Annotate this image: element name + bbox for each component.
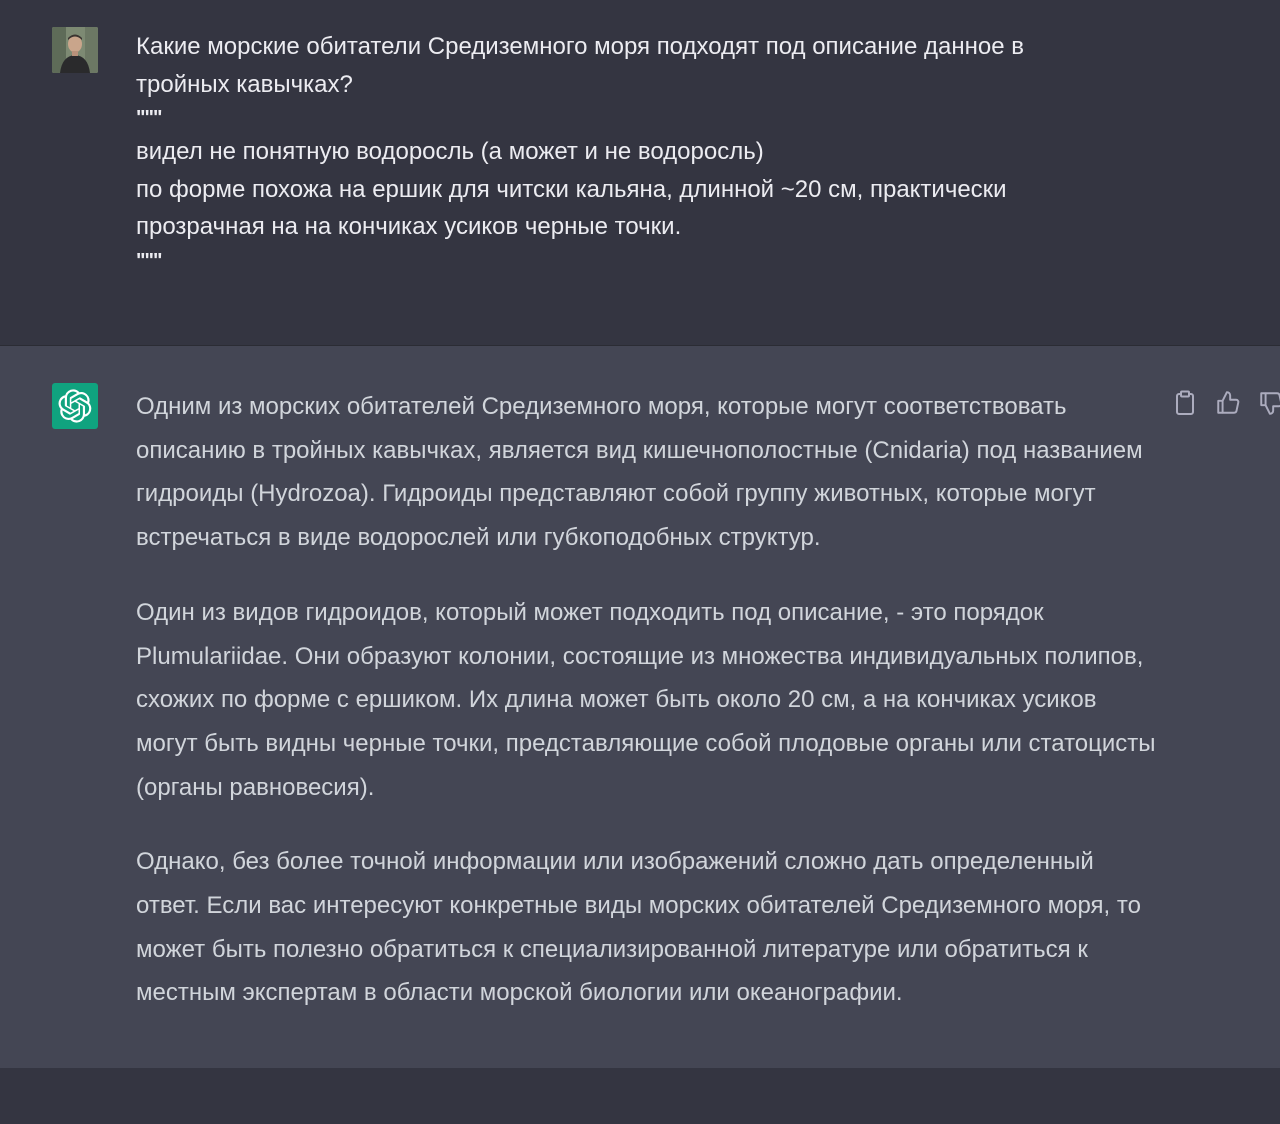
user-photo-avatar-icon <box>52 27 98 73</box>
triple-quotes: """ <box>136 249 162 272</box>
message-actions <box>1170 388 1280 418</box>
copy-button[interactable] <box>1170 388 1200 418</box>
user-message-line: прозрачная на на кончиках усиков черные точки. <box>136 213 682 240</box>
user-avatar <box>52 27 98 73</box>
assistant-message-text <box>136 385 1156 1046</box>
assistant-paragraph: Одним из морских обитателей Средиземного моря, которые могут соответствовать описанию в тройных кавычках, является вид кишечнополостные (Cnidaria) под названием гидроиды (Hydrozoa). Гидроиды представляют собой группу животных, которые могут встречаться в виде водорослей или губкоподобных структур. <box>136 393 1143 552</box>
user-message-text <box>136 28 1136 276</box>
assistant-paragraph: Однако, без более точной информации или изображений сложно дать определенный ответ. Если вас интересуют конкретные виды морских обитателей Средиземного моря, то может быть полезно обратиться к специализированной литературе или обратиться к местным экспертам в области морской биологии или океанографии. <box>136 848 1141 1007</box>
triple-quotes: """ <box>136 107 162 129</box>
dislike-button[interactable] <box>1256 388 1280 418</box>
user-message-line: Какие морские обитатели Средиземного моря подходят под описание данное в <box>136 33 1024 60</box>
assistant-paragraph: Один из видов гидроидов, который может подходить под описание, - это порядок Plumulariidae. Они образуют колонии, состоящие из множества индивидуальных полипов, схожих по форме с ершиком. Их длина может быть около 20 см, а на кончиках усиков могут быть видны черные точки, представляющие собой плодовые органы или статоцисты (органы равновесия). <box>136 598 1156 801</box>
user-message-line: по форме похожа на ершик для читски кальяна, длинной ~20 см, практически <box>136 175 1007 203</box>
clipboard-icon <box>1173 390 1197 416</box>
footer-area <box>0 1068 1280 1124</box>
thumbs-down-icon <box>1258 390 1280 416</box>
thumbs-up-icon <box>1215 390 1241 416</box>
user-message-line: тройных кавычках? <box>136 70 353 98</box>
openai-logo-icon <box>58 389 92 423</box>
like-button[interactable] <box>1213 388 1243 418</box>
assistant-avatar <box>52 383 98 429</box>
user-message-line: видел не понятную водоросль (а может и не водоросль) <box>136 138 764 165</box>
